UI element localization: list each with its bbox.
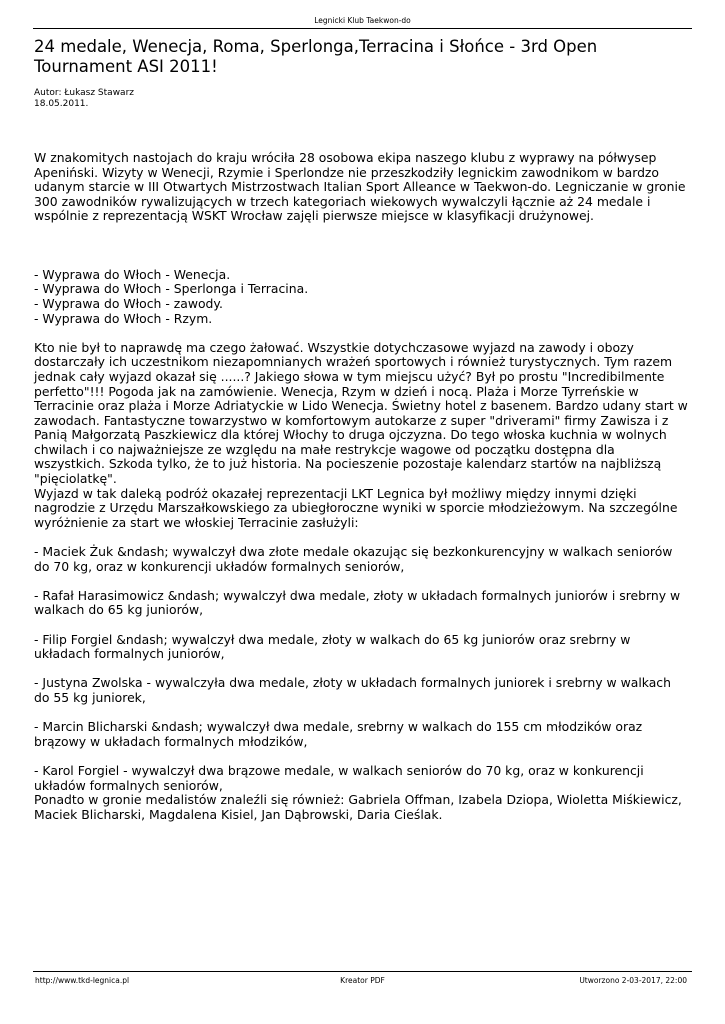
award-intro-paragraph: Wyjazd w tak daleką podróż okazałej reprezentacji LKT Legnica był możliwy między innymi dzięki nagrodzie z Urzędu Marszałkowskiego za ubiegłoroczne wyniki w sporcie młodzieżowym. Na szczególne wyróżnienie za start we włoskiej Terracinie zasłużyli:	[34, 485, 678, 530]
medalist-item: - Karol Forgiel - wywalczył dwa brązowe medale, w walkach seniorów do 70 kg, oraz w konkurencji układów formalnych seniorów,	[34, 762, 644, 793]
article-date: 18.05.2011.	[34, 98, 89, 109]
gallery-link-zawody[interactable]: - Wyprawa do Włoch - zawody.	[34, 295, 223, 311]
site-header: Legnicki Klub Taekwon-do	[314, 16, 411, 25]
article-body	[34, 151, 689, 822]
closing-paragraph: Ponadto w gronie medalistów znaleźli się również: Gabriela Offman, Izabela Dziopa, Wioletta Miśkiewicz, Maciek Blicharski, Magdalena Kisiel, Jan Dąbrowski, Daria Cieślak.	[34, 792, 682, 822]
story-paragraph: Kto nie był to naprawdę ma czego żałować. Wszystkie dotychczasowe wyjazd na zawody i obozy dostarczały ich uczestnikom niezapomnianych wrażeń sportowych i również turystycznych. Tym razem jednak cały wyjazd okazał się ......? Jakiego słowa w tym miejscu użyć? Był po prostu "Incredibilmente perfetto"!!! Pogoda jak na zamówienie. Wenecja, Rzym w dzień i nocą. Plaża i Morze Tyrreńskie w Terracinie oraz plaża i Morze Adriatyckie w Lido Wenecja. Świetny hotel z basenem. Bardzo udany start w zawodach. Fantastyczne towarzystwo w komfortowym autokarze z super "driverami" firmy Zawisza i z Panią Małgorzatą Paszkiewicz dla której Włochy to druga ojczyzna. Do tego włoska kuchnia w wolnych chwilach i co najważniejsze ze względu na małe restrykcje wagowe od początku dostępna dla wszystkich. Szkoda tylko, że to już historia. Na pocieszenie pozostaje kalendarz startów na najbliższą "pięciolatkę".	[34, 339, 688, 487]
gallery-link-wenecja[interactable]: - Wyprawa do Włoch - Wenecja.	[34, 266, 231, 282]
medalist-item: - Maciek Żuk &ndash; wywalczył dwa złote medale okazując się bezkonkurencyjny w walkach seniorów do 70 kg, oraz w konkurencji układów formalnych seniorów,	[34, 544, 673, 574]
footer-divider	[33, 971, 692, 972]
article-meta	[34, 88, 134, 109]
article-author: Autor: Łukasz Stawarz	[34, 88, 134, 98]
medalist-item: - Rafał Harasimowicz &ndash; wywalczył dwa medale, złoty w układach formalnych juniorów i srebrny w walkach do 65 kg juniorów,	[34, 587, 681, 618]
gallery-link-rzym[interactable]: - Wyprawa do Włoch - Rzym.	[34, 310, 213, 326]
footer-url[interactable]: http://www.tkd-legnica.pl	[35, 976, 130, 985]
gallery-links	[34, 268, 689, 326]
medalist-item: - Justyna Zwolska - wywalczyła dwa medale, złoty w układach formalnych juniorek i srebrny w walkach do 55 kg juniorek,	[34, 675, 671, 705]
header-divider	[33, 28, 692, 29]
footer-generator: Kreator PDF	[340, 976, 385, 985]
medalist-item: - Filip Forgiel &ndash; wywalczył dwa medale, złoty w walkach do 65 kg juniorów oraz srebrny w układach formalnych juniorów,	[34, 631, 631, 662]
article-title: 24 medale, Wenecja, Roma, Sperlonga,Terracina i Słońce - 3rd Open Tournament ASI 2011!	[34, 37, 598, 76]
footer-created: Utworzono 2-03-2017, 22:00	[579, 976, 687, 985]
gallery-link-sperlonga[interactable]: - Wyprawa do Włoch - Sperlonga i Terracina.	[34, 281, 309, 297]
medalist-item: - Marcin Blicharski &ndash; wywalczył dwa medale, srebrny w walkach do 155 cm młodzików oraz brązowy w układach formalnych młodzików,	[34, 719, 643, 749]
intro-paragraph: W znakomitych nastojach do kraju wróciła 28 osobowa ekipa naszego klubu z wyprawy na półwysep Apeniński. Wizyty w Wenecji, Rzymie i Sperlondze nie przeszkodziły legnickim zawodnikom w bardzo udanym starcie w III Otwartych Mistrzostwach Italian Sport Alleance w Taekwon-do. Legniczanie w gronie 300 zawodników rywalizujących w trzech kategoriach wiekowych wywalczyli łącznie aż 24 medale i wspólnie z reprezentacją WSKT Wrocław zajęli pierwsze miejsce w klasyfikacji drużynowej.	[34, 150, 686, 224]
